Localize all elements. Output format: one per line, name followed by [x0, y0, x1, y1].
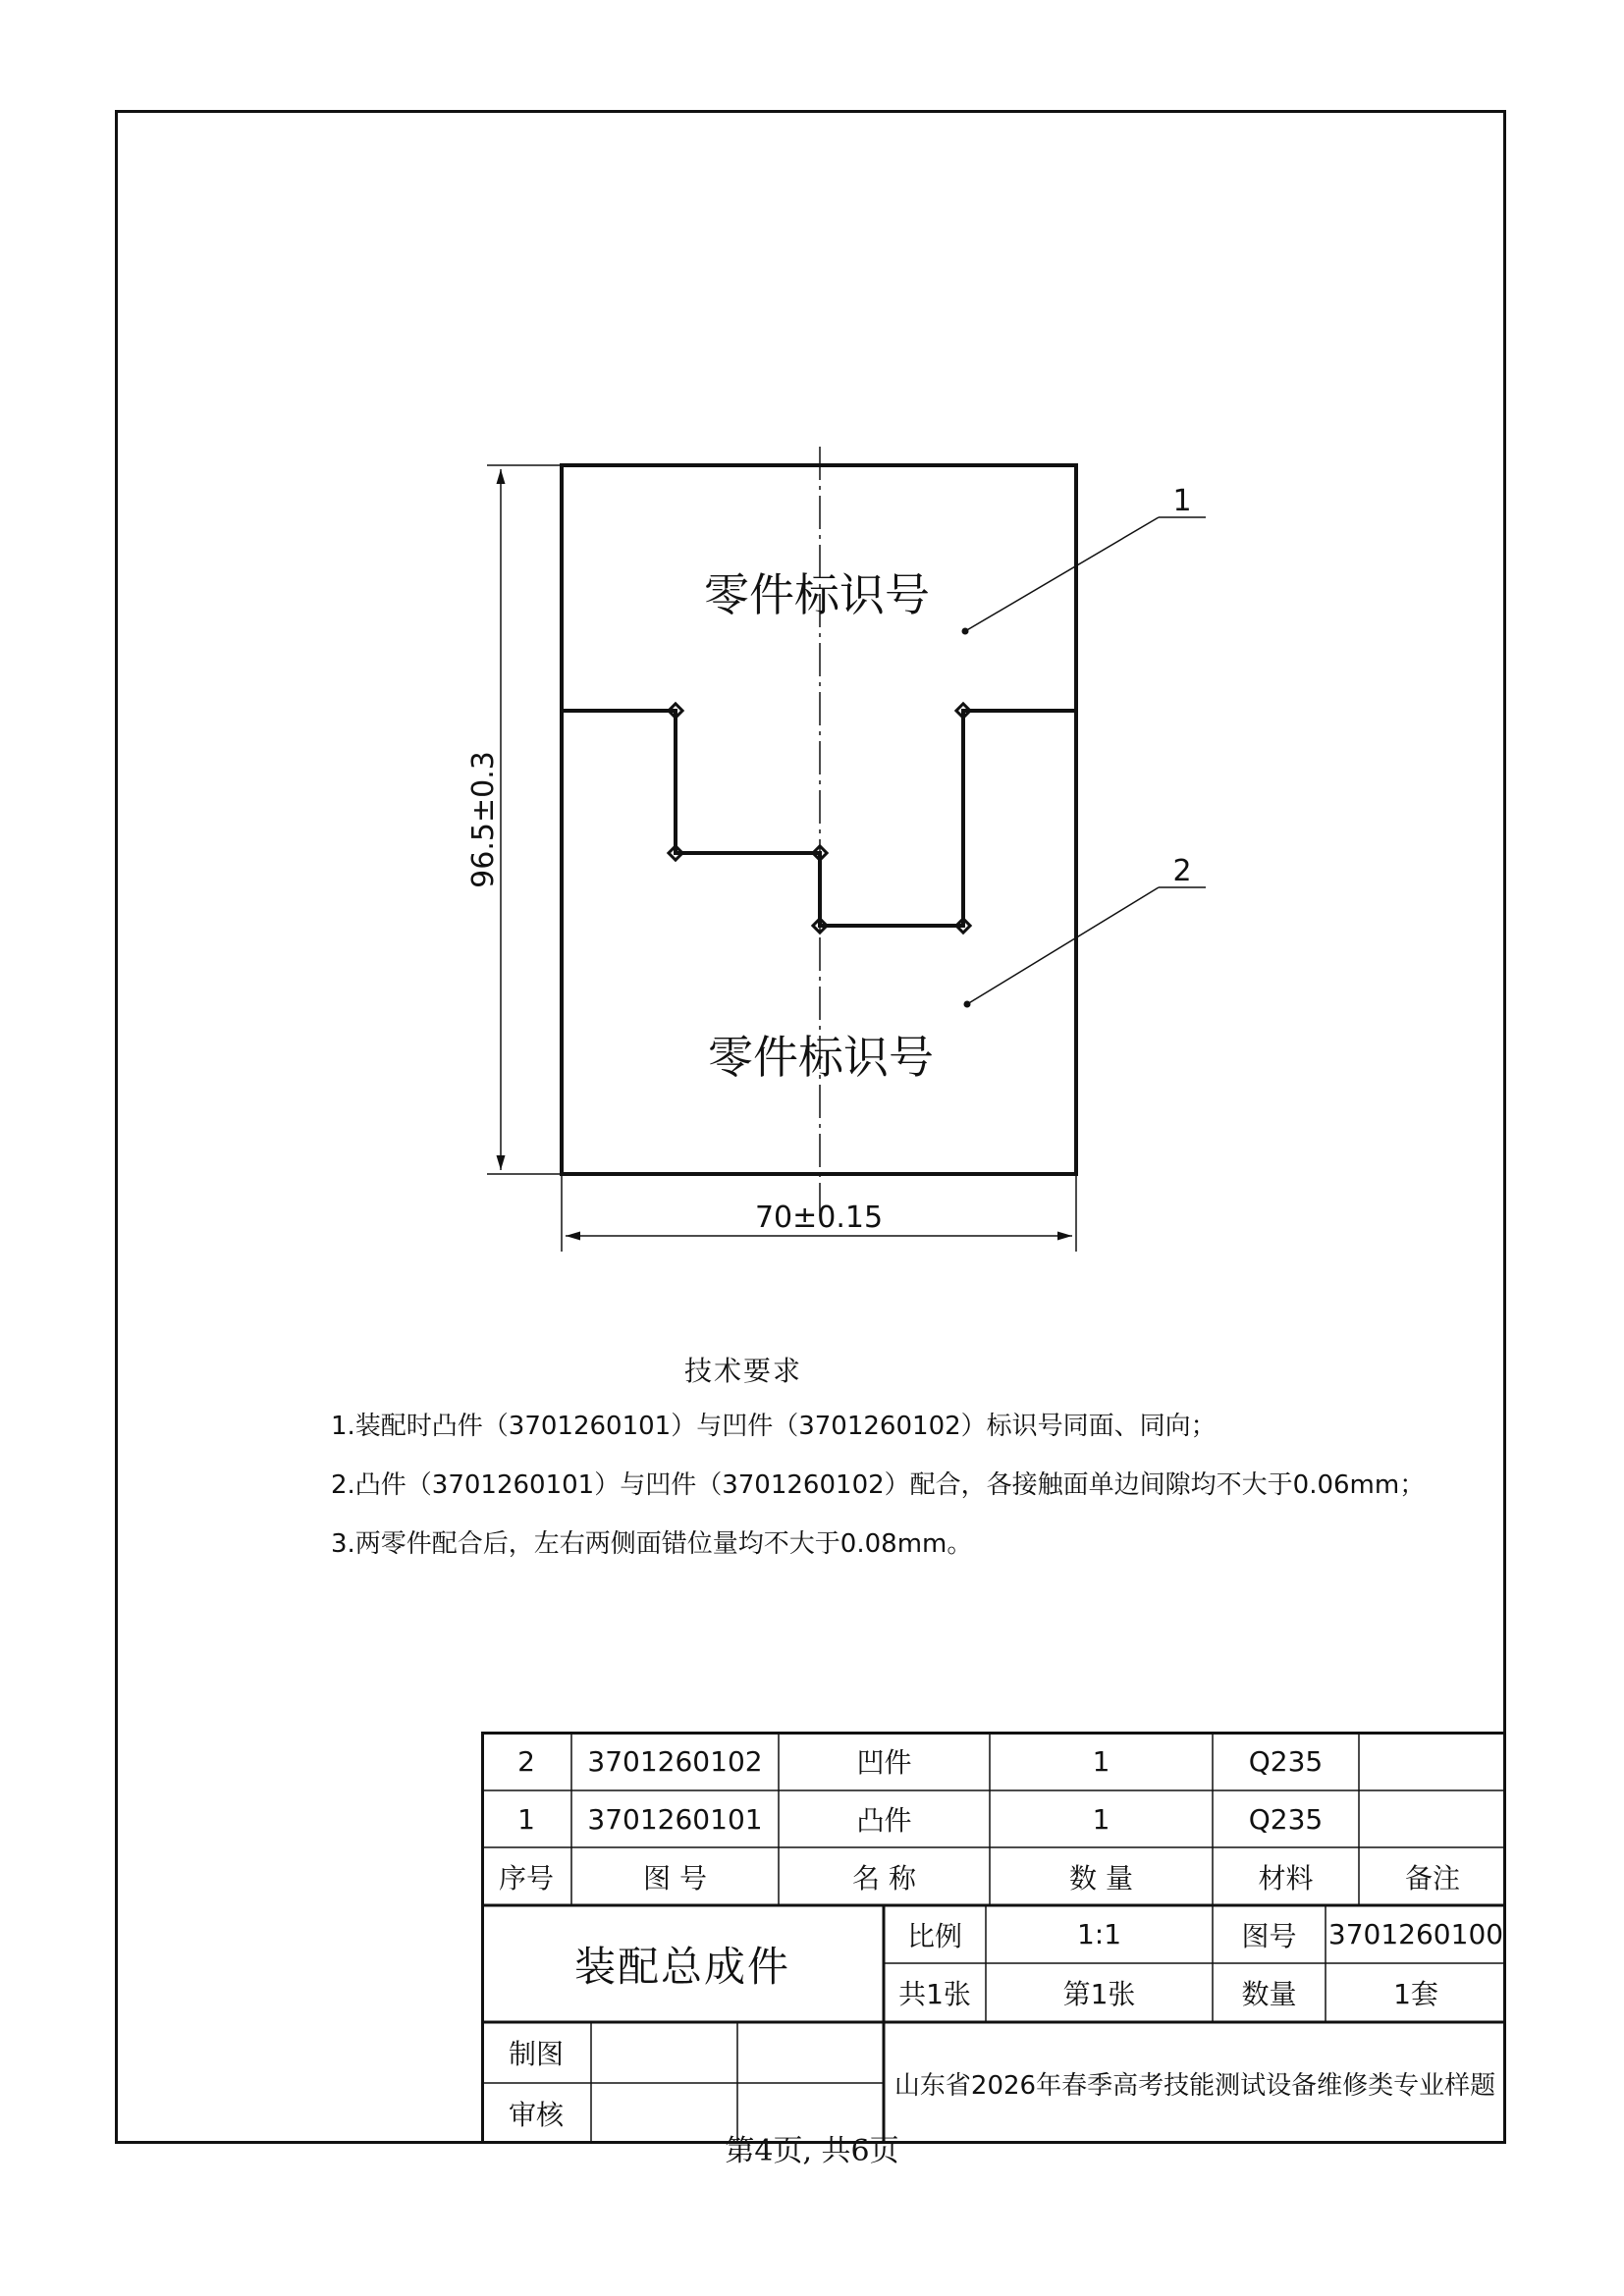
part-label-top: 零件标识号 [704, 568, 930, 621]
drawn-by-label: 制图 [508, 2038, 564, 2070]
header-name: 名 称 [852, 1861, 916, 1895]
parts-row-seq: 2 [517, 1744, 535, 1778]
parts-row-qty: 1 [1092, 1744, 1110, 1778]
checked-by-label: 审核 [508, 2099, 564, 2131]
mating-profile [562, 711, 1076, 926]
quantity-label: 数量 [1241, 1978, 1297, 2010]
scale-value: 1:1 [1076, 1918, 1122, 1950]
part-label-bottom: 零件标识号 [708, 1031, 934, 1084]
width-dimension-value: 70±0.15 [754, 1201, 884, 1235]
drawing-no-label: 图号 [1241, 1919, 1297, 1952]
sheet-number: 第1张 [1062, 1978, 1136, 2010]
header-seq: 序号 [498, 1861, 554, 1895]
tech-requirement-item: 3.两零件配合后，左右两侧面错位量均不大于0.08mm。 [331, 1529, 973, 1559]
parts-row-name: 凹件 [856, 1746, 912, 1779]
organization-name: 山东省2026年春季高考技能测试设备维修类专业样题 [893, 2070, 1496, 2101]
parts-row-name: 凸件 [856, 1804, 912, 1837]
balloon-leader-2 [964, 887, 1207, 1008]
scale-label: 比例 [906, 1919, 962, 1952]
quantity-value: 1套 [1393, 1978, 1438, 2010]
tech-requirement-item: 1.装配时凸件（3701260101）与凹件（3701260102）标识号同面、同向； [331, 1412, 1217, 1441]
header-note: 备注 [1404, 1861, 1460, 1895]
parts-row-note [1359, 1732, 1506, 1790]
assembly-name: 装配总成件 [573, 1942, 790, 1991]
parts-row-material: Q235 [1248, 1802, 1324, 1836]
parts-row-drawing-no: 3701260102 [587, 1744, 763, 1778]
height-dimension-value: 96.5±0.3 [466, 751, 501, 888]
header-material: 材料 [1258, 1861, 1314, 1895]
tech-requirement-item: 2.凸件（3701260101）与凹件（3701260102）配合，各接触面单边间隙均不大于0.06mm； [331, 1470, 1426, 1500]
balloon-2-number: 2 [1172, 854, 1192, 888]
title-block [481, 1732, 1506, 2144]
parts-row-seq: 1 [517, 1802, 535, 1836]
header-drawing-no: 图 号 [643, 1861, 707, 1895]
parts-row-qty: 1 [1092, 1802, 1110, 1836]
sheets-total: 共1张 [898, 1978, 971, 2010]
parts-row-note [1359, 1790, 1506, 1847]
parts-row-material: Q235 [1248, 1744, 1324, 1778]
header-qty: 数 量 [1069, 1861, 1133, 1895]
page-footer: 第4页, 共6页 [725, 2134, 899, 2168]
balloon-1-number: 1 [1172, 484, 1192, 518]
parts-row-drawing-no: 3701260101 [587, 1802, 763, 1836]
drawing-no-value: 3701260100 [1327, 1918, 1504, 1950]
balloon-leader-1 [962, 517, 1207, 635]
tech-requirements-title: 技术要求 [684, 1355, 803, 1387]
